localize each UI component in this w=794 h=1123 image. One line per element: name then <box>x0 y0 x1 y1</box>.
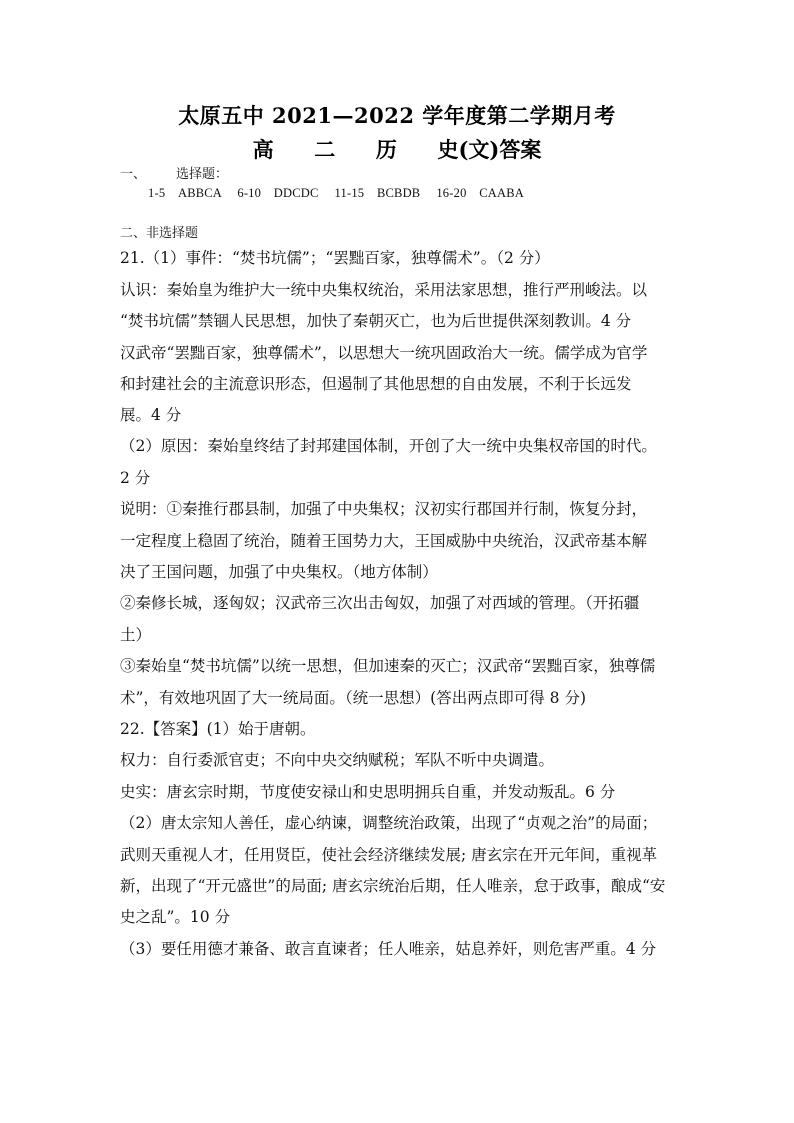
answer-line: 土） <box>120 626 152 644</box>
section-choice-number: 一、 <box>120 167 147 182</box>
answer-line: 决了王国问题，加强了中央集权。（地方体制） <box>120 563 438 581</box>
answer-line: ②秦修长城，逐匈奴；汉武帝三次出击匈奴，加强了对西域的管理。（开拓疆 <box>120 594 640 612</box>
answer-line: 一定程度上稳固了统治，随着王国势力大，王国威胁中央统治，汉武帝基本解 <box>120 532 648 550</box>
answer-line: （2）原因：秦始皇终结了封邦建国体制，开创了大一统中央集权帝国的时代。 <box>120 437 657 455</box>
answer-line: （2）唐太宗知人善任，虚心纳谏，调整统治政策，出现了“贞观之治”的局面； <box>120 814 658 832</box>
page-subtitle <box>0 134 794 164</box>
answer-line: （3）要任用德才兼备、敢言直谏者；任人唯亲，姑息养奸，则危害严重。4 分 <box>120 940 657 958</box>
answer-line: 术”，有效地巩固了大一统局面。（统一思想）(答出两点即可得 8 分) <box>120 689 586 707</box>
subtitle-char-2: 二 <box>314 137 336 162</box>
page-title: 太原五中 2021—2022 学年度第二学期月考 <box>178 103 616 128</box>
subtitle-char-3: 历 <box>375 137 397 162</box>
answer-line: 汉武帝“罢黜百家，独尊儒术”，以思想大一统巩固政治大一统。儒学成为官学 <box>120 344 648 362</box>
answer-line: 和封建社会的主流意识形态，但遏制了其他思想的自由发展，不利于长远发 <box>120 375 632 393</box>
answer-line: 说明：①秦推行郡县制，加强了中央集权；汉初实行郡国并行制，恢复分封， <box>120 500 648 518</box>
section-nonchoice-heading: 二、非选择题 <box>120 226 199 241</box>
answer-line: 22.【答案】(1）始于唐朝。 <box>120 720 316 738</box>
section-choice-label: 选择题： <box>176 167 229 182</box>
answer-line: 2 分 <box>120 469 151 487</box>
answer-line: 权力：自行委派官吏；不向中央交纳赋税；军队不听中央调遣。 <box>120 751 555 769</box>
answer-line: 展。4 分 <box>120 406 182 424</box>
answer-line: ③秦始皇“焚书坑儒”以统一思想，但加速秦的灭亡；汉武帝“罢黜百家，独尊儒 <box>120 657 656 675</box>
answer-line: 21.（1）事件：“焚书坑儒”；“罢黜百家，独尊儒术”。（2 分） <box>120 249 550 267</box>
answer-line: “焚书坑儒”禁锢人民思想，加快了秦朝灭亡，也为后世提供深刻教训。4 分 <box>120 312 632 330</box>
answer-line: 新，出现了“开元盛世”的局面; 唐玄宗统治后期，任人唯亲，怠于政事，酿成“安 <box>120 877 666 895</box>
section-choice-heading <box>120 165 680 185</box>
subtitle-char-1: 高 <box>252 137 274 162</box>
answer-line: 史实：唐玄宗时期，节度使安禄山和史思明拥兵自重，并发动叛乱。6 分 <box>120 783 616 801</box>
answer-line: 史之乱”。10 分 <box>120 908 231 926</box>
subtitle-char-4: 史(文)答案 <box>437 137 542 162</box>
choice-answers: 1-5 ABBCA 6-10 DDCDC 11-15 BCBDB 16-20 CAABA <box>148 186 524 200</box>
answer-line: 认识：秦始皇为维护大一统中央集权统治，采用法家思想，推行严刑峻法。以 <box>120 281 648 299</box>
answer-line: 武则天重视人才，任用贤臣，使社会经济继续发展; 唐玄宗在开元年间，重视革 <box>120 846 658 864</box>
